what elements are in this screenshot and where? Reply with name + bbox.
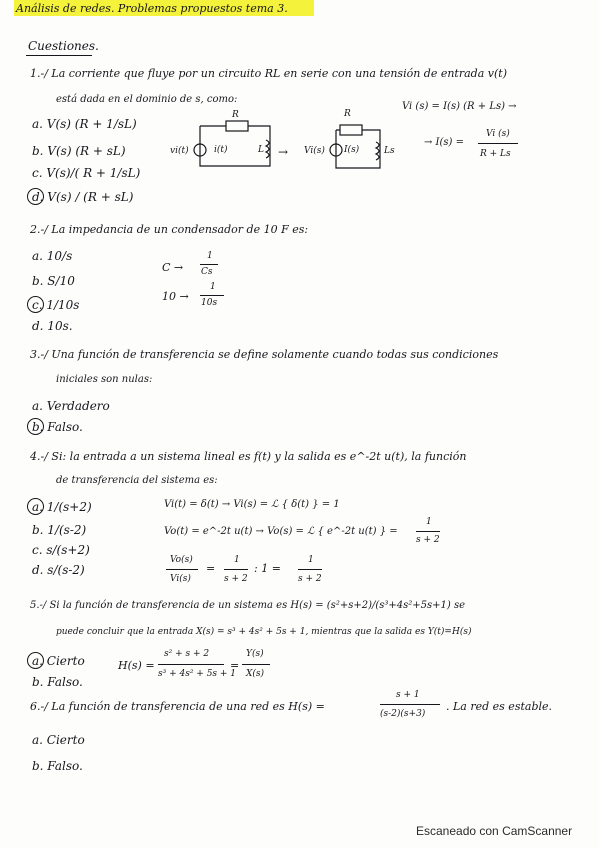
q5-option-b: b. Falso. [32,675,83,689]
q1-option-b: b. V(s) (R + sL) [32,144,126,158]
q5-work-left: H(s) = [118,659,155,672]
q6-statement-end: . La red es estable. [446,700,553,713]
q6-fraction-num: s + 1 [396,690,420,700]
q4-work-eq2-fraction-bar [416,531,440,532]
q2-work1-left: C → [162,261,184,274]
circuit2-resistor-label: R [344,109,351,119]
q2-statement-line1: 2.-/ La impedancia de un condensador de 10 F es: [30,223,309,236]
q2-work2-num: 1 [210,282,216,292]
q4-option-d: d. s/(s-2) [32,563,85,577]
q4-work-frac3-den: s + 2 [298,574,322,584]
q2-work2-fraction-bar [200,295,224,296]
q4-work-frac2-bar [224,569,248,570]
q4-statement-line1: 4.-/ Si: la entrada a un sistema lineal es f(t) y la salida es e^-2t u(t), la función [30,450,467,463]
q6-fraction-den: (s-2)(s+3) [380,709,426,719]
q2-option-c: c. 1/10s [32,298,80,312]
q4-work-divide: : 1 = [254,562,281,575]
q4-work-eq1: Vi(t) = δ(t) → Vi(s) = ℒ { δ(t) } = 1 [164,499,340,510]
q2-work2-left: 10 → [162,290,189,303]
circuit2-source-label: Vi(s) [304,146,325,156]
q4-work-frac2-num: 1 [234,555,240,565]
q4-work-ratio-num: Vo(s) [170,555,193,565]
q5-option-a: a. Cierto [32,654,85,668]
q4-work-eq2-num: 1 [426,517,432,527]
q4-statement-line2: de transferencia del sistema es: [56,475,218,486]
q2-option-a: a. 10/s [32,249,73,263]
q4-work-frac2-den: s + 2 [224,574,248,584]
q6-statement-line1: 6.-/ La función de transferencia de una red es H(s) = [30,700,325,713]
q4-work-eq2: Vo(t) = e^-2t u(t) → Vo(s) = ℒ { e^-2t u(t) } = [164,526,398,537]
q4-work-ratio-den: Vi(s) [170,574,191,584]
q1-statement-line1: 1.-/ La corriente que fluye por un circuito RL en serie con una tensión de entrada v(t) [30,67,507,80]
q1-option-c: c. V(s)/( R + 1/sL) [32,166,141,180]
rl-circuit-time-domain [166,110,276,172]
q3-statement-line2: iniciales son nulas: [56,374,153,385]
circuit1-source-label: vi(t) [170,146,189,156]
q5-work-frac1-den: s³ + 4s² + 5s + 1 [158,669,237,679]
section-heading: Cuestiones. [28,39,99,53]
q2-option-d: d. 10s. [32,319,73,333]
circuit1-inductor-label: L [258,145,264,155]
q1-statement-line2: está dada en el dominio de s, como: [56,94,238,105]
q3-statement-line1: 3.-/ Una función de transferencia se define solamente cuando todas sus condiciones [30,348,499,361]
q5-statement-line2: puede concluir que la entrada X(s) = s³ + 4s² + 5s + 1, mientras que la salida es Y(t)=H(s) [56,627,472,637]
q3-option-b: b. Falso. [32,420,83,434]
q1-option-a: a. V(s) (R + 1/sL) [32,117,137,131]
circuit1-current-label: i(t) [214,145,228,155]
circuit1-resistor-label: R [232,110,239,120]
q5-work-frac2-den: X(s) [246,669,265,679]
section-underline [26,55,92,56]
q5-statement-line1: 5.-/ Si la función de transferencia de un sistema es H(s) = (s²+s+2)/(s³+4s²+5s+1) se [30,600,466,611]
q4-option-a: a. 1/(s+2) [32,500,92,514]
circuit2-current-label: I(s) [344,145,360,155]
q4-work-frac3-num: 1 [308,555,314,565]
q1-work-eq2-den: R + Ls [480,149,511,159]
q6-fraction-bar [380,704,440,705]
circuit2-inductor-label: Ls [384,146,395,156]
q5-work-frac2-num: Y(s) [246,649,264,659]
q3-option-a: a. Verdadero [32,399,110,413]
q6-option-b: b. Falso. [32,759,83,773]
q4-work-frac3-bar [298,569,322,570]
q4-option-c: c. s/(s+2) [32,543,90,557]
q1-work-eq2-num: Vi (s) [486,129,510,139]
q2-work1-num: 1 [207,251,213,261]
q2-work2-den: 10s [201,298,218,308]
q2-work1-fraction-bar [200,264,218,265]
page-title: Análisis de redes. Problemas propuestos tema 3. [16,2,288,15]
q5-work-frac2-bar [242,664,270,665]
q1-work-eq1: Vi (s) = I(s) (R + Ls) → [402,101,517,112]
q4-work-eq2-den: s + 2 [416,535,440,545]
transform-arrow: → [278,145,289,159]
q4-work-equals: = [206,562,216,575]
q2-option-b: b. S/10 [32,274,75,288]
q6-option-a: a. Cierto [32,733,85,747]
q4-work-ratio-bar [166,569,198,570]
q1-work-fraction-bar [478,143,518,144]
q5-work-frac1-bar [158,664,224,665]
q4-option-b: b. 1/(s-2) [32,523,87,537]
q2-work1-den: Cs [201,267,213,277]
q1-option-d: d. V(s) / (R + sL) [32,190,134,204]
scanner-watermark: Escaneado con CamScanner [416,824,573,838]
q1-work-eq2-prefix: → I(s) = [424,137,464,148]
q5-work-frac1-num: s² + s + 2 [164,649,210,659]
q5-work-equals: = [230,659,240,672]
